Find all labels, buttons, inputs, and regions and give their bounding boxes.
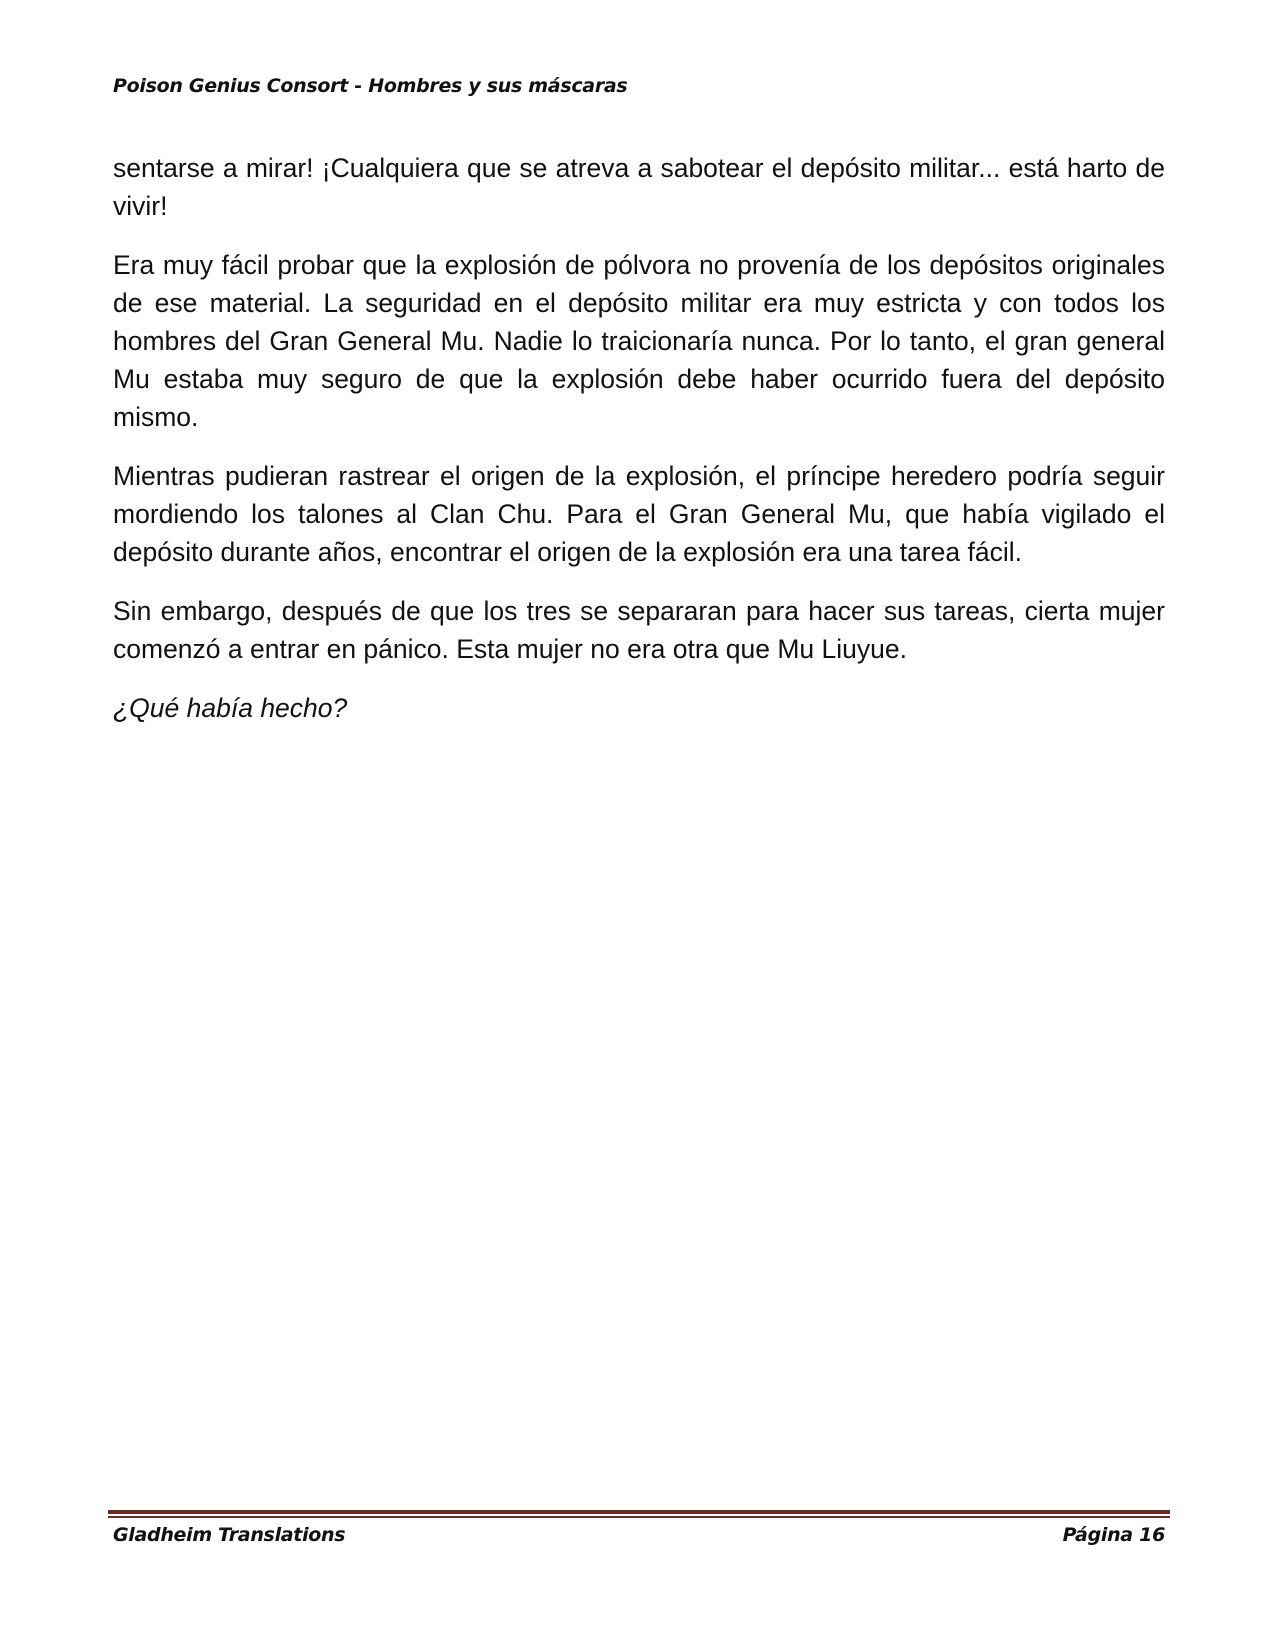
paragraph-1: sentarse a mirar! ¡Cualquiera que se atreva a sabotear el depósito militar... está harto de vivir! [113, 153, 1165, 221]
paragraph-2: Era muy fácil probar que la explosión de pólvora no provenía de los depósitos originales de ese material. La seguridad en el depósito militar era muy estricta y con todos los hombres del Gran General Mu. Nadie lo traicionaría nunca. Por lo tanto, el gran general Mu estaba muy seguro de que la explosión debe haber ocurrido fuera del depósito mismo. [113, 250, 1165, 432]
page-body [113, 149, 1165, 748]
paragraph-4: Sin embargo, después de que los tres se separaran para hacer sus tareas, cierta mujer comenzó a entrar en pánico. Esta mujer no era otra que Mu Liuyue. [113, 596, 1165, 664]
footer-page-number: Página 16 [1062, 1524, 1165, 1546]
paragraph-3: Mientras pudieran rastrear el origen de la explosión, el príncipe heredero podría seguir mordiendo los talones al Clan Chu. Para el Gran General Mu, que había vigilado el depósito durante años, encontrar el origen de la explosión era una tarea fácil. [113, 461, 1165, 567]
footer-divider [108, 1510, 1170, 1518]
footer-divider-thin-line [108, 1516, 1170, 1518]
paragraph-5-italic-question: ¿Qué había hecho? [113, 693, 348, 723]
footer-publisher: Gladheim Translations [113, 1524, 346, 1546]
footer-divider-thick-line [108, 1510, 1170, 1514]
page-header-title: Poison Genius Consort - Hombres y sus máscaras [113, 75, 628, 97]
